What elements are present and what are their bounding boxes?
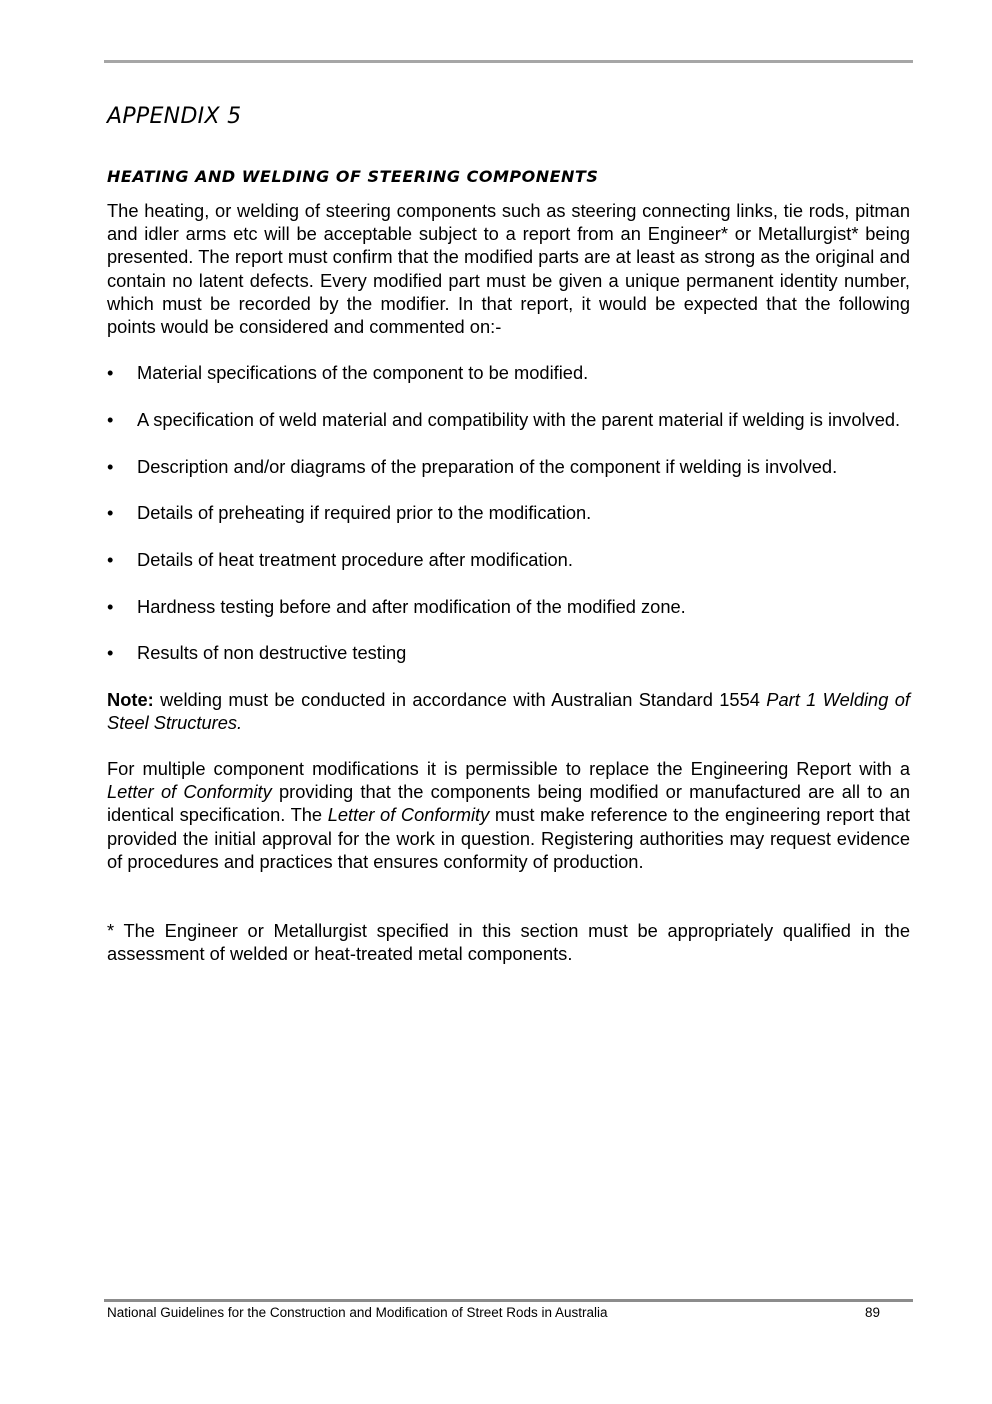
- list-item: [107, 455, 910, 478]
- footnote-paragraph: * The Engineer or Metallurgist specified in this section must be appropriately qualified in the assessment of welded or heat-treated metal components.: [107, 920, 910, 965]
- section-heading: HEATING AND WELDING OF STEERING COMPONENTS: [107, 167, 599, 186]
- intro-paragraph: The heating, or welding of steering components such as steering connecting links, tie rods, pitman and idler arms etc will be acceptable subject to a report from an Engineer* or Metallurgist* being presented. The report must confirm that the modified parts are at least as strong as the original and contain no latent defects. Every modified part must be given a unique permanent identity number, which must be recorded by the modifier. In that report, it would be expected that the following points would be considered and commented on:-: [107, 200, 910, 338]
- list-item-text: Results of non destructive testing: [137, 642, 407, 664]
- bullet-icon: •: [107, 502, 114, 524]
- note-text: welding must be conducted in accordance with Australian Standard 1554: [153, 688, 767, 710]
- list-item-text: Hardness testing before and after modification of the modified zone.: [137, 595, 686, 617]
- letter-of-conformity-term: Letter of Conformity: [327, 804, 490, 826]
- conformity-text-2: providing that the components being modified or manufactured are all to an identical specification. The: [107, 781, 910, 826]
- list-item-text: Description and/or diagrams of the preparation of the component if welding is involved.: [137, 455, 838, 477]
- list-item-text: Details of heat treatment procedure after modification.: [137, 549, 573, 571]
- bullet-icon: •: [107, 362, 114, 384]
- footer-rule: [104, 1299, 913, 1302]
- list-item: [107, 361, 910, 384]
- list-item-text: Material specifications of the component to be modified.: [137, 362, 589, 384]
- conformity-text-1: For multiple component modifications it is permissible to replace the Engineering Report with a: [107, 758, 910, 780]
- page-footer: [107, 1305, 880, 1321]
- letter-of-conformity-term: Letter of Conformity: [107, 781, 272, 803]
- top-rule: [104, 60, 913, 63]
- note-standard: Part 1 Welding of Steel Structures.: [107, 688, 910, 733]
- conformity-paragraph: [107, 757, 910, 873]
- list-item: [107, 595, 910, 618]
- footer-title: National Guidelines for the Construction and Modification of Street Rods in Australia: [107, 1305, 608, 1320]
- bullet-icon: •: [107, 642, 114, 664]
- list-item: [107, 641, 910, 664]
- list-item: [107, 548, 910, 571]
- list-item-text: Details of preheating if required prior to the modification.: [137, 502, 592, 524]
- appendix-heading: APPENDIX 5: [107, 104, 242, 129]
- requirements-list: [107, 361, 910, 664]
- bullet-icon: •: [107, 549, 114, 571]
- note-label: Note:: [107, 688, 154, 710]
- conformity-text-3: must make reference to the engineering report that provided the initial approval for the work in question. Registering authorities may request evidence of procedures and practices that ensures conformity of production.: [107, 804, 910, 872]
- section-body: [107, 199, 910, 965]
- bullet-icon: •: [107, 455, 114, 477]
- list-item: [107, 501, 910, 524]
- page-number: 89: [864, 1305, 880, 1320]
- list-item-text: A specification of weld material and compatibility with the parent material if welding is involved.: [137, 408, 901, 430]
- list-item: [107, 408, 910, 431]
- bullet-icon: •: [107, 408, 114, 430]
- bullet-icon: •: [107, 595, 114, 617]
- note-paragraph: [107, 688, 910, 734]
